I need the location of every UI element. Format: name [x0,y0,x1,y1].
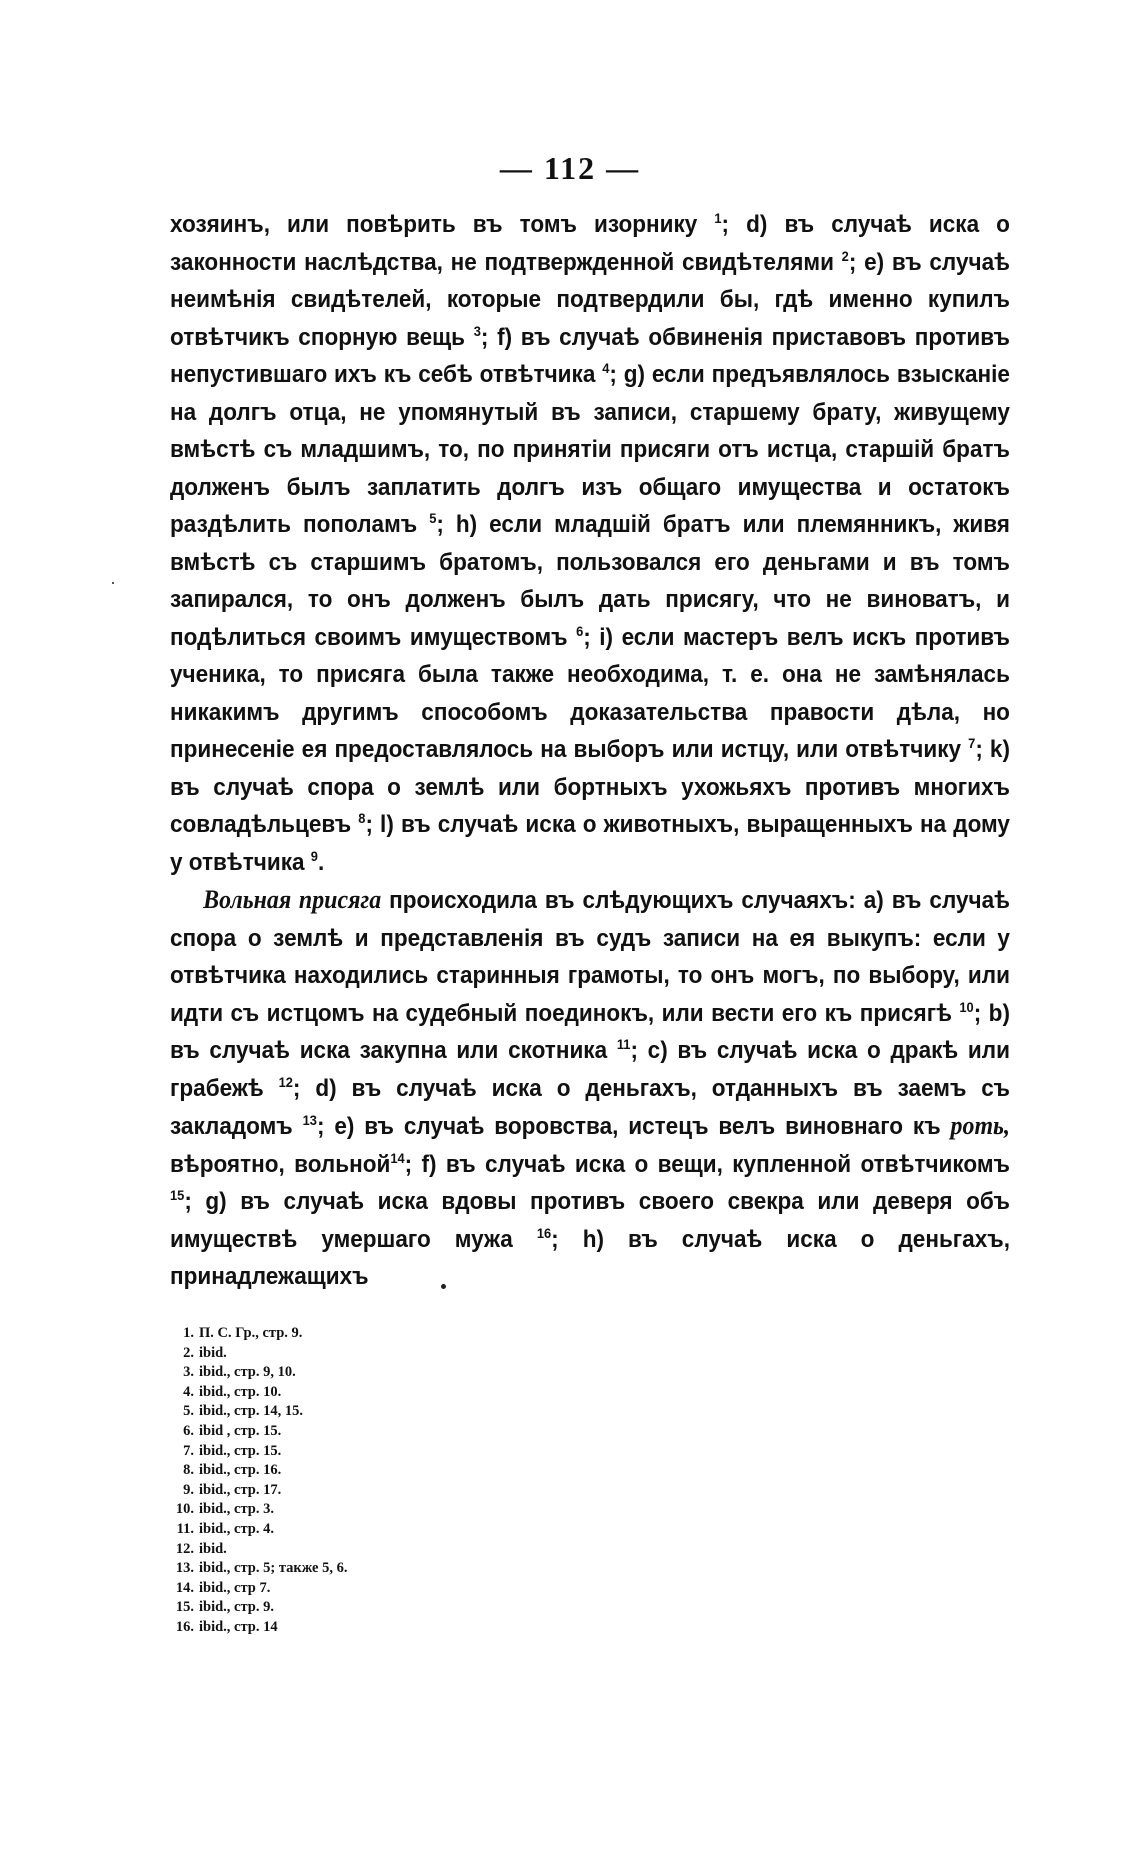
footnote-text: ibid., стр. 16. [199,1462,282,1479]
footnote-text: ibid., стр. 14 [199,1618,278,1635]
footnote-ref[interactable]: 7 [968,734,976,751]
footnote-ref[interactable]: 2 [841,247,849,264]
footnote-ref[interactable]: 4 [602,359,610,376]
footnote-ref[interactable]: 15 [170,1186,185,1203]
footnote-text: ibid., стр. 4. [199,1520,274,1537]
footnote-number: 3. [183,1364,194,1381]
footnote-item [172,1618,347,1638]
footnote-number: 5. [183,1403,194,1420]
footnote-item [172,1598,347,1618]
footnote-ref[interactable]: 3 [473,322,481,339]
speck [441,1284,446,1289]
footnote-item [172,1422,347,1442]
italic-term: роть, [950,1111,1010,1140]
footnote-number: 13. [175,1560,194,1577]
footnote-ref[interactable]: 14 [390,1149,405,1166]
footnote-number: 1. [183,1325,194,1341]
footnote-item [172,1520,347,1540]
footnote-number: 14. [175,1579,194,1596]
footnote-number: 2. [183,1344,194,1361]
footnote-number: 15. [175,1599,194,1616]
footnote-ref[interactable]: 12 [278,1073,293,1090]
footnote-number: 11. [176,1520,194,1537]
footnote-item [172,1402,347,1422]
footnote-number: 12. [175,1540,194,1557]
footnotes [172,1324,347,1638]
footnote-ref[interactable]: 5 [429,509,437,526]
footnote-text: ibid. [199,1540,227,1557]
footnote-text: ibid., стр. 9. [199,1599,274,1616]
footnote-item [172,1559,347,1579]
footnote-number: 9. [183,1481,194,1498]
footnote-item [172,1500,347,1520]
footnote-number: 10. [175,1501,194,1518]
footnote-text: ibid., стр. 5; также 5, 6. [199,1560,348,1577]
footnote-number: 4. [183,1383,194,1400]
footnote-item [172,1324,347,1344]
footnote-text: П. С. Гр., стр. 9. [199,1325,303,1341]
footnote-text: ibid., стр 7. [199,1579,271,1596]
page-number: — 112 — [499,150,641,186]
footnote-ref[interactable]: 9 [310,847,318,864]
footnote-text: ibid., стр. 3. [199,1501,274,1518]
footnote-ref[interactable]: 16 [536,1224,552,1241]
footnote-number: 7. [183,1442,194,1459]
footnote-text: ibid., стр. 15. [199,1442,282,1459]
footnote-text: ibid., стр. 17. [199,1481,282,1498]
footnote-item [172,1461,347,1481]
footnote-number: 16. [175,1618,194,1635]
footnote-ref[interactable]: 10 [959,998,974,1015]
paragraph-2: Вольная присяга происходила въ слѣдующихъ случаяхъ: a) въ случаѣ спора о землѣ и представленія въ судъ записи на ея выкупъ: если у отвѣтчика находились старинныя грамоты, то онъ могъ, по выбору, или идти съ истцомъ на судебный поединокъ, или вести его къ присягѣ $^{10}$; b) въ случаѣ иска закупна или скотника $^{11}$; c) въ случаѣ иска о дракѣ или грабежѣ $^{12}$; d) въ случаѣ иска о деньгахъ, отданныхъ въ заемъ съ закладомъ $^{13}$; e) въ случаѣ воровства, истецъ велъ виновнаго къ роть, вѣроятно, вольной$^{14}$; f) въ случаѣ иска о вещи, купленной отвѣтчикомъ $^{15}$; g) въ случаѣ иска вдовы противъ своего свекра или деверя объ имуществѣ умершаго мужа $^{16}$; h) въ случаѣ иска о деньгахъ, принадлежащихъ [170,885,1010,1290]
footnote-text: ibid., стр. 10. [199,1383,282,1400]
footnote-ref[interactable]: 13 [302,1111,317,1128]
footnote-ref[interactable]: 11 [616,1035,631,1052]
footnote-text: ibid., стр. 9, 10. [199,1364,296,1381]
speck [112,582,114,584]
footnote-number: 8. [183,1462,194,1479]
footnote-item [172,1481,347,1501]
footnote-text: ibid , стр. 15. [199,1422,282,1439]
footnote-item [172,1344,347,1364]
footnote-ref[interactable]: 1 [714,209,722,226]
footnote-text: ibid., стр. 14, 15. [199,1403,303,1420]
footnote-item [172,1442,347,1462]
paragraph-1: хозяинъ, или повѣрить въ томъ изорнику $^1$; d) въ случаѣ иска о законности наслѣдства, не подтвержденной свидѣтелями $^2$; e) въ случаѣ неимѣнія свидѣтелей, которые подтвердили бы, гдѣ именно купилъ отвѣтчикъ спорную вещь $^3$; f) въ случаѣ обвиненія приставовъ противъ непустившаго ихъ къ себѣ отвѣтчика $^4$; g) если предъявлялось взысканіе на долгъ отца, не упомянутый въ записи, старшему брату, живущему вмѣстѣ съ младшимъ, то, по принятіи присяги отъ истца, старшій братъ долженъ былъ заплатить долгъ изъ общаго имущества и остатокъ раздѣлить пополамъ $^5$; h) если младшій братъ или племянникъ, живя вмѣстѣ съ старшимъ братомъ, пользовался его деньгами и въ томъ запирался, то онъ долженъ былъ дать присягу, что не виноватъ, и подѣлиться своимъ имуществомъ $^6$; i) если мастеръ велъ искъ противъ ученика, то присяга была также необходима, т. е. она не замѣнялась никакимъ другимъ способомъ доказательства правости дѣла, но принесеніе ея предоставлялось на выборъ или истцу, или отвѣтчику $^7$; k) въ случаѣ спора о землѣ или бортныхъ ухожьяхъ противъ многихъ совладѣльцевъ $^8$; l) въ случаѣ иска о животныхъ, выращенныхъ на дому у отвѣтчика $^9$. [170,209,1010,876]
footnote-item [172,1540,347,1560]
footnote-number: 6. [183,1422,194,1439]
footnote-text: ibid. [199,1344,227,1361]
footnote-item [172,1383,347,1403]
footnote-ref[interactable]: 6 [576,622,584,639]
footnote-item [172,1579,347,1599]
body-text [170,206,1010,1296]
footnote-ref[interactable]: 8 [358,809,366,826]
italic-term: Вольная присяга [203,885,382,914]
footnote-item [172,1363,347,1383]
